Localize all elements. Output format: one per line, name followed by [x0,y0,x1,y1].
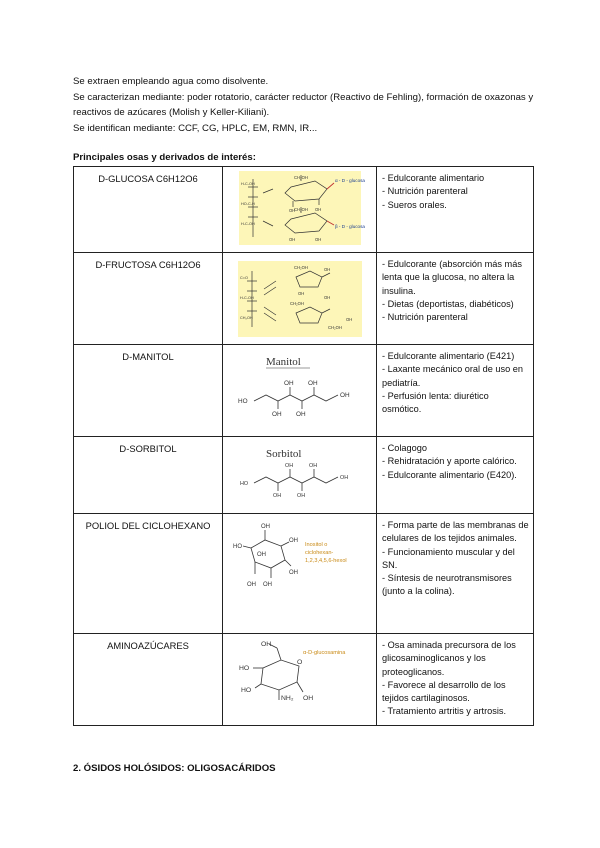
svg-text:HO: HO [239,481,248,487]
osas-table [73,166,534,726]
sorbitol-structure-figure [236,441,364,507]
svg-text:CH₂OH: CH₂OH [239,316,253,320]
use-item: - Edulcorante alimentario (E420). [382,469,517,480]
table-row [74,167,534,253]
svg-text:OH: OH [314,207,321,212]
use-item: - Nutrición parenteral [382,312,468,323]
svg-text:OH: OH [272,493,281,499]
svg-text:OH: OH [256,552,266,558]
svg-text:OH: OH [283,380,294,387]
svg-text:CH₂OH: CH₂OH [289,301,304,306]
inositol-label-line-2: ciclohexan- [304,550,333,556]
svg-text:OH: OH [307,380,318,387]
svg-text:OH: OH [288,570,298,576]
sorbitol-title: Sorbitol [265,448,301,460]
use-item: - Osa aminada precursora de los glicosaminoglicanos y los proteoglicanos. [382,640,516,677]
svg-text:OH: OH [323,295,330,300]
use-item: - Forma parte de las membranas de celulares de los tejidos animales. [382,520,529,544]
figure-cell [223,634,377,726]
figure-cell [223,345,377,437]
uses-cell [377,514,534,634]
mannitol-structure-figure [236,349,364,429]
inositol-structure-figure [233,520,367,592]
svg-text:CH₂OH: CH₂OH [293,265,308,270]
svg-text:HO-C-H: HO-C-H [240,202,255,206]
svg-text:O: O [296,659,302,666]
use-item: - Síntesis de neurotransmisores (junto a la colina). [382,573,512,597]
svg-text:H-C-OH: H-C-OH [240,182,255,186]
figure-cell [223,253,377,345]
svg-text:NH₂: NH₂ [280,695,293,702]
svg-text:OH: OH [284,463,293,469]
svg-text:HO: HO [238,665,249,672]
use-item: - Dietas (deportistas, diabéticos) [382,298,514,309]
use-item: - Tratamiento artritis y artrosis. [382,706,507,717]
table-row [74,437,534,514]
section-heading: Principales osas y derivados de interés: [73,152,256,163]
name-cell: AMINOAZÚCARES [74,634,223,726]
svg-text:OH: OH [295,411,306,418]
glucose-beta-label: β - D - glucosa [334,224,365,229]
svg-text:OH: OH [323,267,330,272]
use-item: - Colagogo [382,443,427,453]
svg-text:OH: OH [288,237,295,242]
name-cell: D-FRUCTOSA C6H12O6 [74,253,223,345]
name-cell: D-SORBITOL [74,437,223,514]
table-row [74,345,534,437]
intro-line-2: Se caracterizan mediante: poder rotatorio, carácter reductor (Reactivo de Fehling), formación de oxazonas y reactivos de azúcares (Molish y Keller-Kiliani). [73,91,534,118]
use-item: - Favorece al desarrollo de los tejidos cartilaginosos. [382,679,506,704]
svg-text:HO: HO [232,544,242,550]
inositol-label-line-3: 1,2,3,4,5,6-hexol [304,558,347,564]
name-cell: D-MANITOL [74,345,223,437]
svg-text:H-C-OH: H-C-OH [240,222,255,226]
svg-text:OH: OH [339,392,350,399]
uses-cell [377,167,534,253]
svg-text:OH: OH [345,317,352,322]
svg-text:OH: OH [339,475,348,481]
svg-text:OH: OH [262,582,272,588]
intro-line-3: Se identifican mediante: CCF, CG, HPLC, EM, RMN, IR... [73,122,318,134]
intro-text [73,74,543,136]
use-item: - Rehidratación y aporte calórico. [382,456,517,467]
intro-line-1: Se extraen empleando agua como disolvente. [73,76,269,87]
fructose-structure-figure [238,261,362,337]
use-item: - Sueros orales. [382,199,447,210]
svg-text:OH: OH [260,641,271,648]
table-row [74,514,534,634]
use-item: - Funcionamiento muscular y del SN. [382,546,515,570]
use-item: - Edulcorante alimentario (E421) [382,351,515,361]
glucose-alpha-label: α - D - glucosa [334,178,365,183]
mannitol-title: Manitol [265,356,301,368]
use-item: - Laxante mecánico oral de uso en pediatría. [382,364,523,388]
uses-cell [377,437,534,514]
figure-cell [223,437,377,514]
svg-text:CH₂OH: CH₂OH [327,325,342,330]
inositol-label-line-1: Inositol o [304,542,327,548]
glucosamine-structure-figure [233,638,367,712]
glucosamine-label: α-D-glucosamina [302,650,345,656]
figure-cell [223,167,377,253]
table-row [74,634,534,726]
table-row [74,253,534,345]
svg-text:OH: OH [314,237,321,242]
svg-text:OH: OH [302,695,313,702]
use-item: - Perfusión lenta: diurético osmótico. [382,390,489,415]
svg-text:C=O: C=O [239,276,248,280]
use-item: - Edulcorante alimentario [382,173,485,183]
svg-text:CH₂OH: CH₂OH [293,175,308,180]
glucose-structure-figure [239,171,365,245]
figure-cell [223,514,377,634]
footer-heading: 2. ÓSIDOS HOLÓSIDOS: OLIGOSACÁRIDOS [73,763,276,774]
use-item: - Nutrición parenteral [382,186,468,197]
svg-text:HO: HO [240,687,251,694]
svg-text:OH: OH [271,411,282,418]
svg-text:OH: OH [296,493,305,499]
svg-text:OH: OH [288,208,295,213]
svg-text:OH: OH [308,463,317,469]
uses-cell [377,345,534,437]
name-cell: POLIOL DEL CICLOHEXANO [74,514,223,634]
svg-text:OH: OH [288,538,298,544]
svg-text:CH₂OH: CH₂OH [293,207,308,212]
uses-cell [377,253,534,345]
uses-cell [377,634,534,726]
svg-text:HO: HO [237,398,248,405]
svg-text:OH: OH [246,582,256,588]
use-item: - Edulcorante (absorción más más lenta que la glucosa, no altera la insulina. [382,259,522,296]
svg-text:H-C-OH: H-C-OH [239,296,254,300]
name-cell: D-GLUCOSA C6H12O6 [74,167,223,253]
svg-text:OH: OH [260,524,270,530]
svg-text:OH: OH [297,291,304,296]
